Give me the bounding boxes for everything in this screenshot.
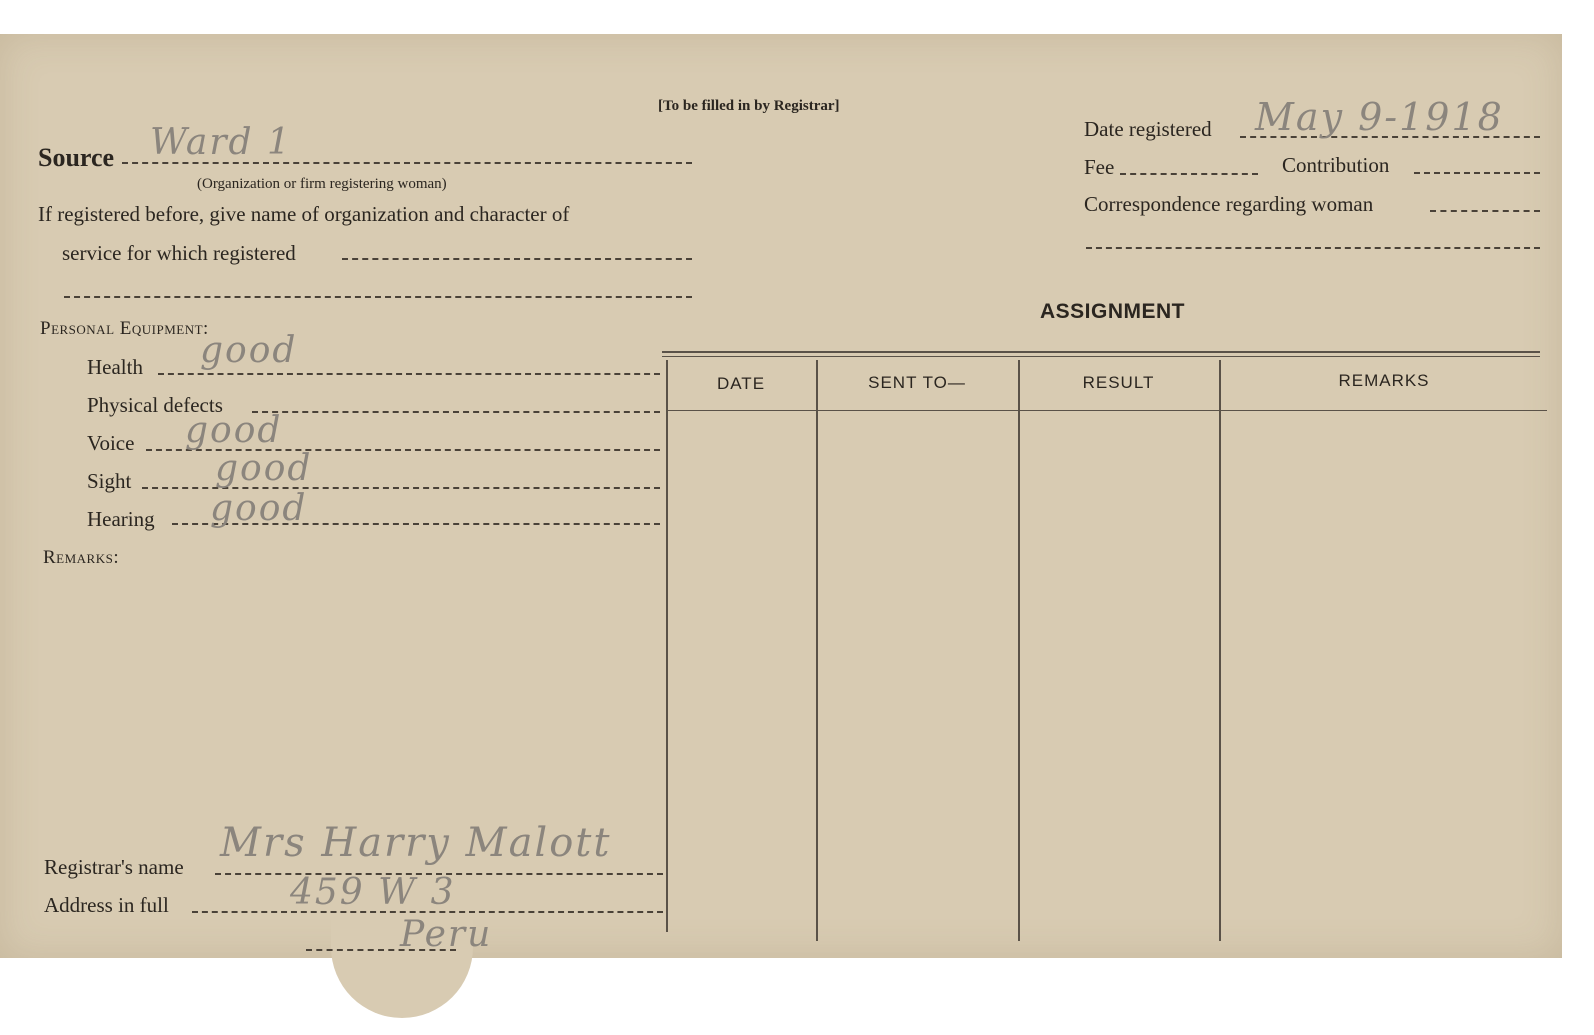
address-value-line2: Peru (400, 914, 493, 955)
assignment-col-divider-2 (1018, 360, 1020, 941)
assignment-top-rule-2 (662, 356, 1540, 357)
registered-before-line2: service for which registered (62, 241, 296, 265)
health-value: good (200, 330, 298, 371)
physical-defects-label: Physical defects (87, 393, 223, 417)
health-label: Health (87, 355, 143, 379)
voice-value: good (185, 410, 283, 451)
assignment-col-sent-to: SENT TO— (868, 373, 966, 392)
registrar-note: [To be filled in by Registrar] (658, 98, 840, 114)
correspondence-line-2 (1086, 247, 1540, 249)
health-line (158, 373, 660, 375)
contribution-label: Contribution (1282, 153, 1390, 177)
assignment-top-rule (662, 351, 1540, 353)
assignment-col-result: RESULT (1082, 373, 1155, 392)
fee-line (1120, 173, 1258, 175)
fee-label: Fee (1084, 155, 1115, 179)
date-registered-label: Date registered (1084, 117, 1212, 141)
date-registered-value: May 9-1918 (1255, 95, 1504, 139)
correspondence-label: Correspondence regarding woman (1084, 192, 1374, 216)
source-label: Source (38, 143, 115, 172)
registered-before-line1: If registered before, give name of organization and character of (38, 202, 570, 226)
personal-equipment-label: Personal Equipment: (40, 318, 209, 339)
assignment-col-divider-1 (816, 360, 818, 941)
hearing-label: Hearing (87, 507, 155, 531)
assignment-title: ASSIGNMENT (1040, 300, 1186, 323)
registered-before-line (342, 258, 692, 260)
source-value: Ward 1 (150, 122, 292, 163)
registered-before-line-2 (64, 296, 692, 298)
hearing-value: good (210, 488, 308, 529)
remarks-label: Remarks: (43, 547, 120, 568)
sight-value: good (215, 448, 313, 489)
voice-label: Voice (87, 431, 135, 455)
address-value-line1: 459 W 3 (290, 872, 456, 913)
source-caption: (Organization or firm registering woman) (197, 176, 447, 192)
registrar-name-value: Mrs Harry Malott (220, 820, 612, 866)
registrar-name-label: Registrar's name (44, 855, 184, 879)
address-label: Address in full (44, 893, 169, 917)
correspondence-line (1430, 210, 1540, 212)
assignment-col-remarks: REMARKS (1338, 371, 1430, 390)
assignment-col-date: DATE (716, 374, 766, 393)
assignment-header-rule (666, 410, 1547, 411)
assignment-col-divider-3 (1219, 360, 1221, 941)
physical-defects-line (252, 411, 660, 413)
contribution-line (1414, 172, 1540, 174)
sight-label: Sight (87, 469, 132, 493)
assignment-col-divider-0 (666, 360, 668, 932)
